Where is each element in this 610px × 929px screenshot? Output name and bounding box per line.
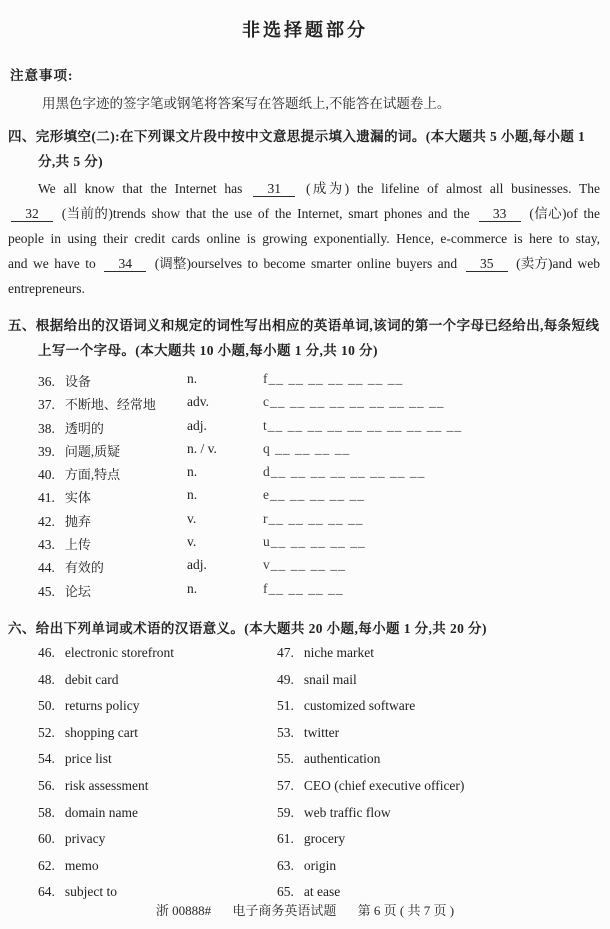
term-text: domain name xyxy=(64,804,138,820)
answer-blank: v__ __ __ __ xyxy=(263,557,346,573)
cloze-text: (调整)ourselves to become smarter online buyers and xyxy=(149,256,463,271)
item-number: 46. xyxy=(38,644,55,660)
part-of-speech: v. xyxy=(187,510,197,526)
word-item-row xyxy=(38,371,610,394)
word-list xyxy=(0,371,610,604)
term-text: returns policy xyxy=(64,698,140,714)
chinese-word: 论坛 xyxy=(64,583,91,599)
term-item xyxy=(38,831,277,858)
chinese-word: 抛弃 xyxy=(64,513,91,529)
term-item xyxy=(38,645,277,672)
answer-blank: f__ __ __ __ xyxy=(263,580,344,596)
term-text: CEO (chief executive officer) xyxy=(303,777,465,793)
term-text: twitter xyxy=(303,724,340,740)
part-of-speech: adj. xyxy=(187,417,207,433)
notice-heading: 注意事项: xyxy=(10,68,74,83)
item-number: 44. xyxy=(38,560,55,576)
cloze-blank: 31 xyxy=(253,181,295,197)
item-number: 62. xyxy=(38,857,55,873)
answer-blank: c__ __ __ __ __ __ __ __ __ xyxy=(263,394,445,410)
item-number: 36. xyxy=(38,374,55,389)
answer-blank: t__ __ __ __ __ __ __ __ __ __ xyxy=(263,417,463,433)
cloze-blank: 34 xyxy=(104,256,146,272)
item-number: 43. xyxy=(38,537,55,553)
item-number: 60. xyxy=(38,831,55,847)
section6-heading: 六、给出下列单词或术语的汉语意义。(本大题共 20 小题,每小题 1 分,共 20 分) xyxy=(8,620,487,636)
cloze-text: (卖方)and web entrepreneurs. xyxy=(8,256,601,296)
term-item xyxy=(277,778,600,805)
section5-heading: 五、根据给出的汉语词义和规定的词性写出相应的英语单词,该词的第一个字母已经给出,每条短线上写一个字母。(本大题共 10 小题,每小题 1 分,共 10 分) xyxy=(8,318,600,358)
answer-blank: r__ __ __ __ __ xyxy=(263,510,364,526)
chinese-word: 问题,质疑 xyxy=(64,443,121,459)
answer-blank: u__ __ __ __ __ xyxy=(263,534,366,550)
section4-heading: 四、完形填空(二):在下列课文片段中按中文意思提示填入遗漏的词。(本大题共 5 小题,每小题 1 分,共 5 分) xyxy=(8,129,586,169)
term-item xyxy=(277,858,600,885)
item-number: 58. xyxy=(38,804,55,820)
item-number: 48. xyxy=(38,671,55,687)
item-number: 59. xyxy=(277,804,294,820)
term-item xyxy=(277,672,600,699)
cloze-paragraph xyxy=(8,176,600,301)
word-item-row xyxy=(38,418,610,441)
word-item-row xyxy=(38,534,610,557)
cloze-text: We all know that the Internet has xyxy=(38,181,251,196)
word-item-row xyxy=(38,394,610,417)
term-item xyxy=(277,698,600,725)
term-item xyxy=(38,672,277,699)
answer-blank: f__ __ __ __ __ __ __ xyxy=(263,371,404,386)
item-number: 38. xyxy=(38,420,55,436)
term-text: electronic storefront xyxy=(64,644,174,660)
answer-blank: q __ __ __ __ xyxy=(263,440,351,456)
word-item-row xyxy=(38,464,610,487)
word-item-row xyxy=(38,487,610,510)
item-number: 42. xyxy=(38,513,55,529)
term-text: niche market xyxy=(303,644,374,660)
cloze-text: (当前的)trends show that the use of the Internet, smart phones and the xyxy=(56,206,476,221)
chinese-word: 上传 xyxy=(64,537,91,553)
term-text: subject to xyxy=(64,884,117,900)
term-item xyxy=(38,751,277,778)
term-text: debit card xyxy=(64,671,119,687)
chinese-word: 透明的 xyxy=(64,420,104,436)
term-text: snail mail xyxy=(303,671,357,687)
term-item xyxy=(38,805,277,832)
item-number: 65. xyxy=(277,884,294,900)
cloze-blank: 33 xyxy=(479,206,521,222)
term-item xyxy=(38,858,277,885)
term-text: shopping cart xyxy=(64,724,138,740)
item-number: 45. xyxy=(38,583,55,599)
term-item xyxy=(277,805,600,832)
item-number: 64. xyxy=(38,884,55,900)
item-number: 61. xyxy=(277,831,294,847)
item-number: 57. xyxy=(277,777,294,793)
part-of-speech: n. xyxy=(187,464,198,480)
term-item xyxy=(38,725,277,752)
chinese-word: 方面,特点 xyxy=(64,467,121,483)
term-item xyxy=(277,645,600,672)
footer-exam-code: 浙 00888# xyxy=(155,903,212,918)
item-number: 56. xyxy=(38,777,55,793)
part-of-speech: n. xyxy=(187,371,198,386)
term-text: at ease xyxy=(303,884,341,900)
item-number: 63. xyxy=(277,857,294,873)
part-of-speech: adv. xyxy=(187,394,209,410)
word-item-row xyxy=(38,511,610,534)
page-footer xyxy=(0,900,610,919)
cloze-text: (信心)of the people in using their credit cards online is growing exponentially. Hence, e-commerce is here to stay, and we have to xyxy=(8,206,600,271)
item-number: 37. xyxy=(38,397,55,413)
term-item xyxy=(277,831,600,858)
item-number: 40. xyxy=(38,467,55,483)
part-of-speech: v. xyxy=(187,534,197,550)
cloze-blank: 35 xyxy=(466,256,508,272)
item-number: 41. xyxy=(38,490,55,506)
term-text: customized software xyxy=(303,698,416,714)
answer-blank: e__ __ __ __ __ xyxy=(263,487,365,503)
chinese-word: 设备 xyxy=(64,374,91,389)
term-item xyxy=(277,725,600,752)
chinese-word: 有效的 xyxy=(64,560,104,576)
part-of-speech: n. xyxy=(187,487,198,503)
term-grid xyxy=(38,645,600,911)
item-number: 47. xyxy=(277,644,294,660)
word-item-row xyxy=(38,557,610,580)
notice-body: 用黑色字迹的签字笔或钢笔将答案写在答题纸上,不能答在试题卷上。 xyxy=(42,96,451,111)
term-text: risk assessment xyxy=(64,777,149,793)
term-item xyxy=(38,778,277,805)
chinese-word: 不断地、经常地 xyxy=(64,397,156,413)
page-title: 非选择题部分 xyxy=(242,20,368,40)
item-number: 49. xyxy=(277,671,294,687)
cloze-blank: 32 xyxy=(11,206,53,222)
term-text: memo xyxy=(64,857,99,873)
term-item xyxy=(38,698,277,725)
item-number: 54. xyxy=(38,751,55,767)
cloze-text: (成为) the lifeline of almost all businesses. The xyxy=(298,181,600,196)
part-of-speech: n. xyxy=(187,580,198,596)
item-number: 50. xyxy=(38,698,55,714)
footer-page-info: 第 6 页 ( 共 7 页 ) xyxy=(357,903,455,918)
chinese-word: 实体 xyxy=(64,490,91,506)
term-item xyxy=(277,751,600,778)
term-text: authentication xyxy=(303,751,381,767)
term-text: origin xyxy=(303,857,337,873)
item-number: 51. xyxy=(277,698,294,714)
part-of-speech: n. / v. xyxy=(187,440,217,456)
word-item-row xyxy=(38,581,610,604)
item-number: 39. xyxy=(38,443,55,459)
item-number: 53. xyxy=(277,724,294,740)
item-number: 55. xyxy=(277,751,294,767)
term-text: price list xyxy=(64,751,112,767)
part-of-speech: adj. xyxy=(187,557,207,573)
answer-blank: d__ __ __ __ __ __ __ __ xyxy=(263,464,426,480)
term-text: web traffic flow xyxy=(303,804,391,820)
word-item-row xyxy=(38,441,610,464)
term-text: privacy xyxy=(64,831,106,847)
item-number: 52. xyxy=(38,724,55,740)
term-text: grocery xyxy=(303,831,346,847)
footer-exam-name: 电子商务英语试题 xyxy=(232,903,337,918)
